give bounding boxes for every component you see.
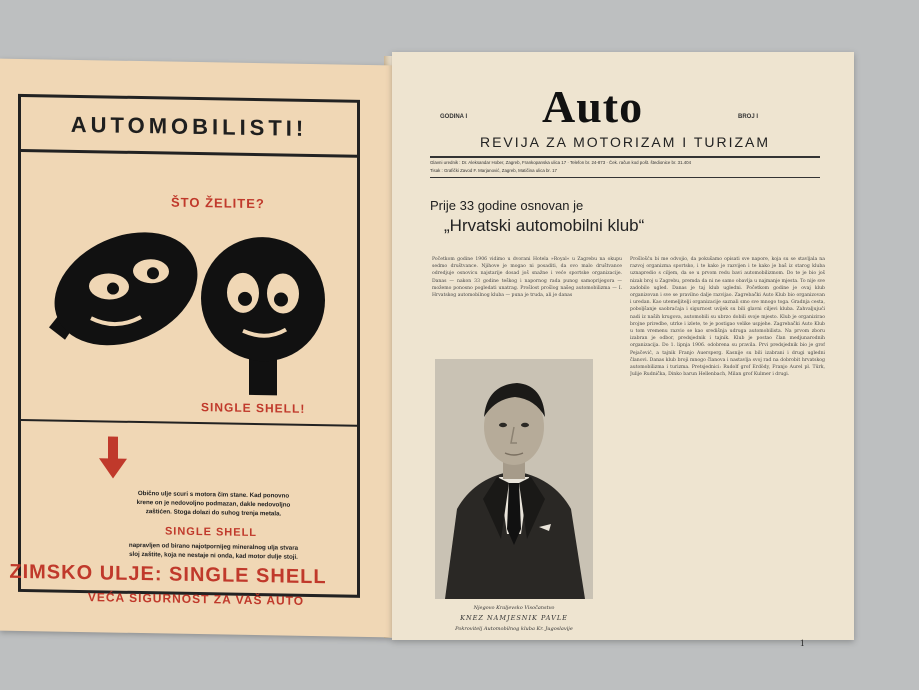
magazine-title: Auto [542, 81, 644, 132]
ad-question: ŠTO ŽELITE? [171, 194, 265, 212]
issue-label: BROJ I [738, 114, 759, 120]
ad-brand-name: SINGLE SHELL [164, 525, 258, 540]
article-title: „Hrvatski automobilni klub“ [444, 216, 645, 235]
portrait-photo [435, 359, 593, 599]
ad-tagline: VEĆA SIGURNOST ZA VAŠ AUTO [87, 590, 305, 608]
ad-body-text-2: napravljen od birano najotpornijeg mineralnog ulja stvara sloj zaštite, koja ne nestaje ni onda, kad motor dulje stoji. [128, 541, 299, 561]
portrait-figure [435, 359, 593, 599]
page-number: 1 [800, 638, 805, 648]
down-arrow-icon [99, 436, 127, 478]
masthead-rule [430, 177, 820, 178]
piston-mascots-illustration [31, 207, 351, 403]
ad-mascot-caption: SINGLE SHELL! [201, 400, 306, 416]
ad-divider [21, 419, 357, 427]
volume-label: GODINA I [440, 114, 468, 120]
portrait-name: KNEZ NAMJESNIK PAVLE [460, 614, 568, 622]
magazine-subtitle: REVIJA ZA MOTORIZAM I TURIZAM [479, 134, 771, 150]
portrait-caption: Njegovo Kraljevsko Visočanstvo [473, 605, 555, 611]
left-piston-mascot [36, 208, 216, 369]
article-kicker: Prije 33 godine osnovan je [430, 198, 584, 213]
masthead-rule [430, 156, 820, 158]
masthead-info: Glavni urednik : Dr. Aleksandar Hober, Zagreb, Frankopanska ulica 17 · Telefon br. 24-873 · Ček. račun kod pošt. štedionice br. 31.404 [430, 160, 692, 165]
ad-body-text: Obično ulje scuri s motora čim stane. Kad ponovno krene on je nedovoljno podmazan, dakle nedovoljno zaštićen. Stoga dolazi do suhog trenja metala. [136, 489, 291, 518]
ad-frame [18, 94, 360, 598]
portrait-caption: Pokrovitelj Automobilnog kluba Kr. Jugoslavije [455, 626, 573, 632]
ad-slogan: ZIMSKO ULJE: SINGLE SHELL [9, 560, 327, 589]
left-page-advertisement [0, 59, 392, 638]
right-page-magazine [392, 52, 854, 648]
ad-headline: AUTOMOBILISTI! [70, 111, 308, 141]
ad-divider [21, 149, 357, 158]
masthead-info: Tisak : Grafički Zavod F. Marjanović, Zagreb, Matičina ulica br. 17 [430, 168, 557, 173]
article-column-left: Početkom godine 1906 vidimo u dvorani Hotela »Royal« u Zagrebu na okupu sedmo društvance. Njihove je mogao ni posaditi, da ovo malo društvance odredjuje osnovicu najstarije dosad još snažne i veće sportske organizacije. Danas — nakon 33 godine teškog i napornog rada punog samoprijegora — možemo ponosno pogledati unatrag. Prošlost prošlog našeg automobilizma — I. Hrvatskog automobilnog kluba — puna je truda, ali je danas [432, 257, 622, 299]
right-piston-mascot [201, 236, 325, 396]
article-column-right: Prošlošću bi me odvojio, da pokušamo opisati sve napore, koja su se stavljala na razvoj organizma sportsko, i te kako je razvijen i te kako je baš iz starog kluba uznapredio s ciljem, da se u prvom redu bavi automobilizmom. Do te je bio još nizak broj u Zagrebu, premda da ni ne samo obavlja u najmanje mjesta. To nije sve zadobilo ugled. Danas je taj klub ugledni. Početkom godine je ovaj klub organizovan i sve se pravilno dalje razvijao. Zagrebački Auto Klub bio organizovan i uredan. Kao utemeljitelji organizacije saznali smo sve mnogo toga. Gradnja cesta, poboljšanje saobraćaja i sigurnost uvijek su bili glavni ciljevi kluba. Zahvaljujući nadi iz naših krugova, automobili su ubrzo dobili svoje mjesto. Klub je organizirao brojne priredbe, utrke i izlete, te je postigao velike uspjehe. Zagrebački Auto Klub u tom vremenu razvio se kao središnja udruga automobilista. Na prvom zboru izabran je odbor, predsjednik i tajnik. Klub je postao član medjunarodnih organizacija. Do 1. lipnja 1906. odobrena su pravila. Prvi predsjednik bio je grof Pejačević, a tajnik Franjo Auersperg. Kasnije su bili izabrani i drugi ugledni članovi. Danas klub broji mnogo članova i nastavlja svoj rad na dobrobit hrvatskog automobilizma i turizma. Pretsjednici: Rudolf grof Erdödy, Franjo Aurel pl. Türk, Julije Rudnička, Dinko barun Hellenbach, Milan grof Kulmer i drugi. [630, 257, 825, 378]
